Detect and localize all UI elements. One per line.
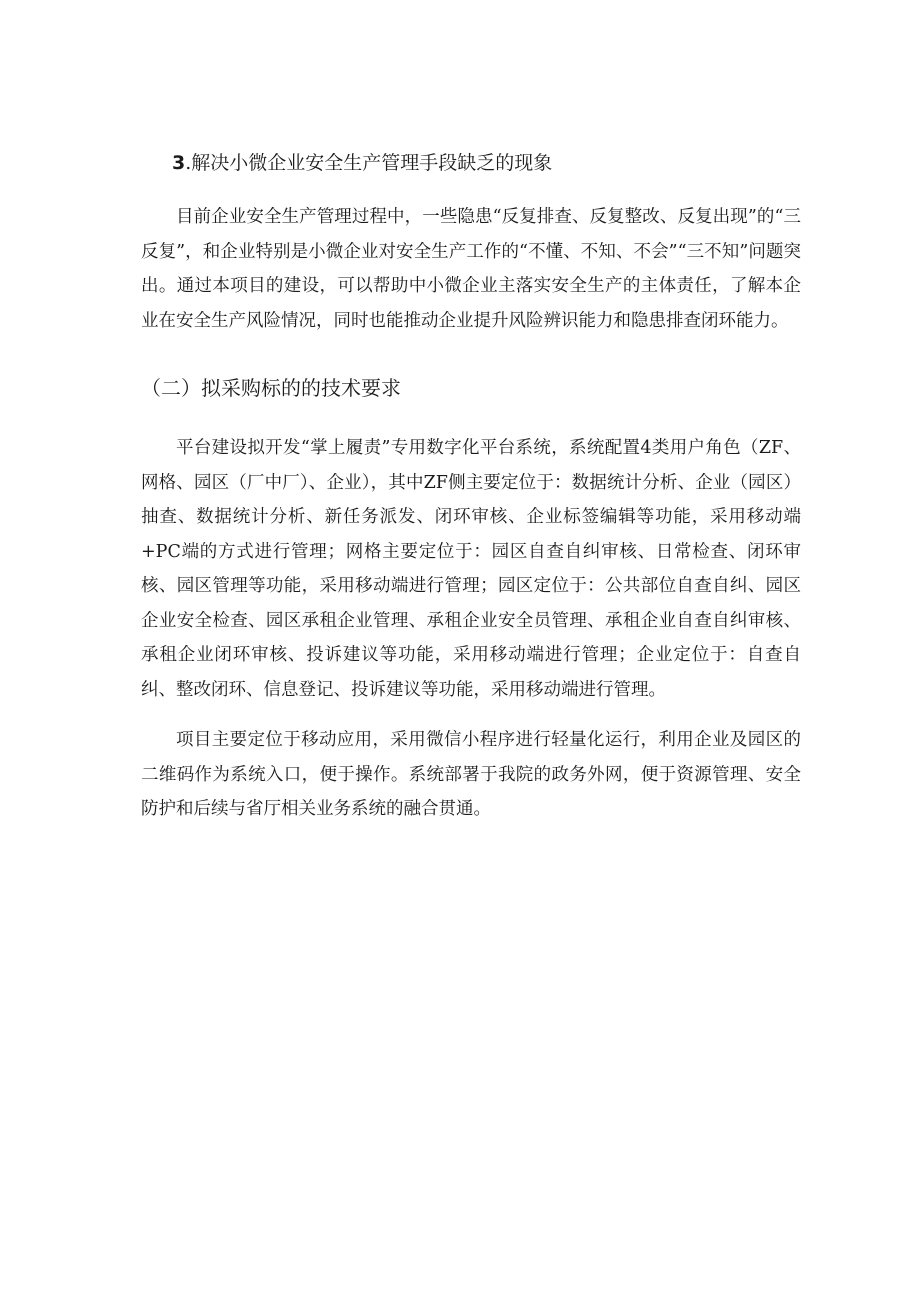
heading-title: .解决小微企业安全生产管理手段缺乏的现象 <box>185 152 553 174</box>
section-heading-technical-requirements: （二）拟采购标的的技术要求 <box>141 376 401 400</box>
heading-number: 3 <box>172 152 186 174</box>
paragraph-small-enterprise-problem: 目前企业安全生产管理过程中，一些隐患“反复排查、反复整改、反复出现”的“三反复”，和企业特别是小微企业对安全生产工作的“不懂、不知、不会”“三不知”问题突出。通过本项目的建设，可以帮助中小微企业主落实安全生产的主体责任，了解本企业在安全生产风险情况，同时也能推动企业提升风险辨识能力和隐患排查闭环能力。 <box>141 207 801 331</box>
paragraph-platform-roles: 平台建设拟开发“掌上履责”专用数字化平台系统，系统配置4类用户角色（ZF、网格、园区（厂中厂）、企业），其中ZF侧主要定位于：数据统计分析、企业（园区）抽查、数据统计分析、新任务派发、闭环审核、企业标签编辑等功能，采用移动端+PC端的方式进行管理；网格主要定位于：园区自查自纠审核、日常检查、闭环审核、园区管理等功能，采用移动端进行管理；园区定位于：公共部位自查自纠、园区企业安全检查、园区承租企业管理、承租企业安全员管理、承租企业自查自纠审核、承租企业闭环审核、投诉建议等功能，采用移动端进行管理；企业定位于：自查自纠、整改闭环、信息登记、投诉建议等功能，采用移动端进行管理。 <box>141 438 801 700</box>
subsection-heading-3 <box>172 150 552 176</box>
paragraph-mobile-deployment: 项目主要定位于移动应用，采用微信小程序进行轻量化运行，利用企业及园区的二维码作为系统入口，便于操作。系统部署于我院的政务外网，便于资源管理、安全防护和后续与省厅相关业务系统的融合贯通。 <box>141 730 801 819</box>
